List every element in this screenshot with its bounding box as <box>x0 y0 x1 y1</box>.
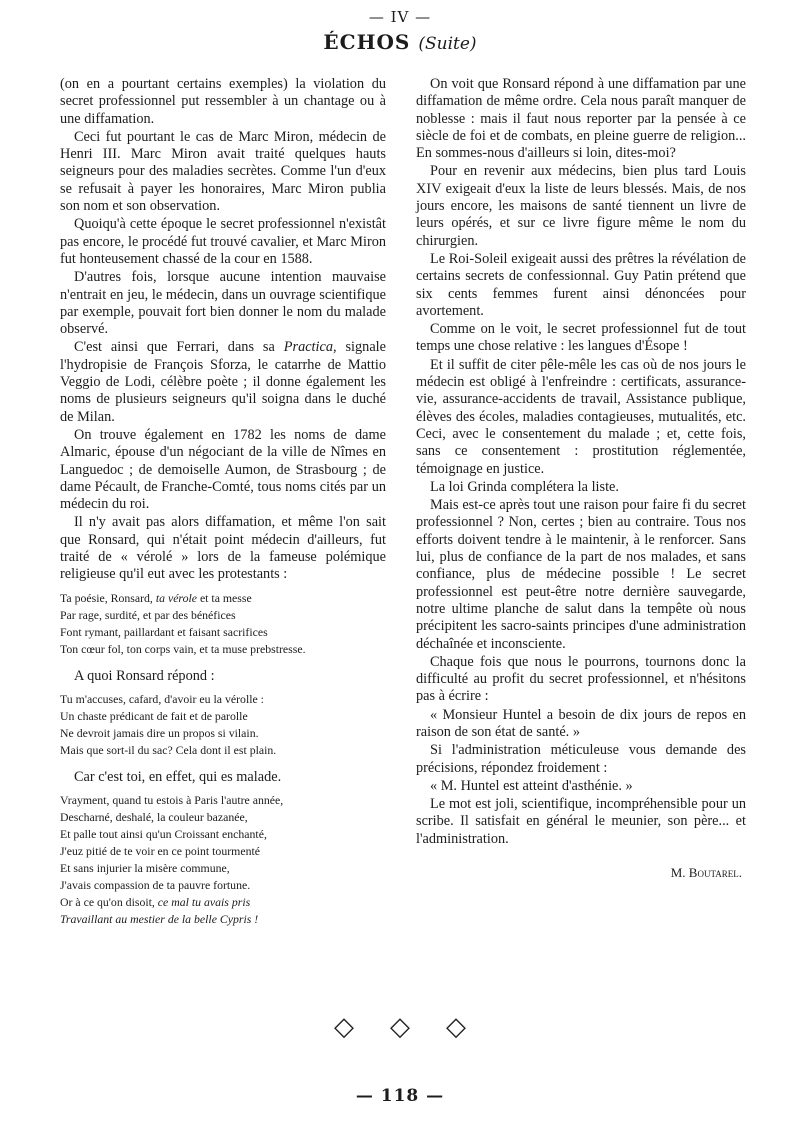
paragraph: Le Roi-Soleil exigeait aussi des prêtres la révélation de certains secrets de confessionnal. Guy Patin prétend que six cents femmes furent ainsi dénoncées pour avortement. <box>416 250 746 319</box>
verse-quote <box>60 792 386 928</box>
paragraph: « Monsieur Huntel a besoin de dix jours de repos en raison de son état de santé. » <box>416 706 746 740</box>
verse-line: Un chaste prédicant de fait et de parolle <box>60 708 248 723</box>
paragraph: Pour en revenir aux médecins, bien plus tard Louis XIV exigeait d'eux la liste de leurs blessés. Mais, de nos jours encore, les maisons de santé tiennent un livre de leurs opérés, et sur ce livre figure même le nom du chirurgien. <box>416 163 746 249</box>
author-signature <box>416 864 746 881</box>
verse-line <box>60 590 386 607</box>
paragraph: D'autres fois, lorsque aucune intention mauvaise n'entrait en jeu, le médecin, dans un ouvrage scientifique par exemple, pouvait fort bien donner le nom du malade observé. <box>60 269 386 338</box>
text-run: et ta messe <box>197 590 252 605</box>
paragraph: Quoiqu'à cette époque le secret professionnel n'existât pas encore, le procédé fut trouvé cavalier, et Marc Miron fut honteusement chassé de la cour en 1588. <box>60 216 386 267</box>
verse-line: J'euz pitié de te voir en ce point tourmenté <box>60 844 260 859</box>
paragraph: Il n'y avait pas alors diffamation, et même l'on sait que Ronsard, qui n'était point médecin d'ailleurs, fut traité de « vérolé » lors de la fameuse polémique religieuse qu'il eut avec les protestants : <box>60 514 386 583</box>
verse-line: Mais que sort-il du sac? Cela dont il est plain. <box>60 742 277 757</box>
paragraph: Comme on le voit, le secret professionnel fut de tout temps une chose relative : les langues d'Ésope ! <box>416 321 746 355</box>
text-run: C'est ainsi que Ferrari, dans sa <box>74 339 284 356</box>
paragraph: Si l'administration méticuleuse vous demande des précisions, répondez froidement : <box>416 742 746 776</box>
folio: — IV — <box>368 8 432 26</box>
verse-line: Descharné, deshalé, la couleur bazanée, <box>60 810 248 825</box>
verse-line: Et palle tout ainsi qu'un Croissant enchanté, <box>60 827 267 842</box>
paragraph <box>60 339 386 425</box>
verse-quote <box>60 691 386 759</box>
paragraph: On voit que Ronsard répond à une diffamation par une diffamation de même ordre. Cela nous paraît manquer de noblesse : mais il faut nous reporter par la pensée à ce siècle de foi et de combats, en pleine guerre de religion... En sommes-nous d'ailleurs si loin, dites-moi? <box>416 76 746 162</box>
section-title-sub: (Suite) <box>418 34 477 54</box>
ornament-row <box>0 1012 800 1042</box>
paragraph: On trouve également en 1782 les noms de dame Almaric, épouse d'un négociant de la ville de Nîmes en Languedoc ; de demoiselle Aumon, de Strasbourg ; de dame Pécault, de Franche-Comté, tous noms cités par un médecin du roi. <box>60 426 386 513</box>
section-title <box>0 30 800 54</box>
paragraph: La loi Grinda complétera la liste. <box>430 478 619 495</box>
paragraph: « M. Huntel est atteint d'asthénie. » <box>430 777 633 794</box>
paragraph: Le mot est joli, scientifique, incompréhensible pour un scribe. Il satisfait en général le meunier, son père... et l'administration. <box>416 796 746 847</box>
page-number: — 118 — <box>355 1086 445 1106</box>
diamond-ornament-icon: ◇ <box>334 1012 354 1042</box>
verse-line: J'avais compassion de ta pauvre fortune. <box>60 878 251 893</box>
paragraph: A quoi Ronsard répond : <box>74 667 215 684</box>
paragraph: Ceci fut pourtant le cas de Marc Miron, médecin de Henri III. Marc Miron avait traité quelques hauts seigneurs pour des maladies secrètes. Comme l'un d'eux se refusait à payer les honoraires, Marc Miron publia son nom et son observation. <box>60 128 386 215</box>
paragraph: Chaque fois que nous le pourrons, tournons donc la difficulté au profit du secret professionnel, et n'hésitons pas à écrire : <box>416 653 746 705</box>
right-column <box>416 76 746 881</box>
paragraph: Car c'est toi, en effet, qui es malade. <box>74 768 282 785</box>
diamond-ornament-icon: ◇ <box>390 1012 410 1042</box>
diamond-ornament-icon: ◇ <box>446 1012 466 1042</box>
text-run: Ta poésie, Ronsard, <box>60 590 156 605</box>
verse-line: Ne devroit jamais dire un propos si vilain. <box>60 725 259 740</box>
verse-quote <box>60 590 386 658</box>
left-column <box>60 76 386 938</box>
text-run: ta vérole <box>155 590 197 605</box>
paragraph: Et il suffit de citer pêle-mêle les cas où de nos jours le médecin est obligé à l'enfreindre : certificats, assurance-vie, assurance-accidents de travail, Assistance publique, élèves des écoles, maladies contagieuses, mutualités, etc. Ceci, avec le consentement du malade ; et, cette fois, sans ce consentement : prostitution réglementée, témoignage en justice. <box>416 356 746 477</box>
book-title: Practica <box>283 339 333 356</box>
text-run: , signale l'hydropisie de François Sforza, le catarrhe de Mattio Veggio de Lodi, célèbre poète ; il donne également les noms de plusieurs seigneurs qu'il soigna dans le duché de Milan. <box>60 339 386 425</box>
verse-line <box>60 894 386 911</box>
paragraph: Mais est-ce après tout une raison pour faire fi du secret professionnel ? Non, certes ; bien au contraire. Tous nos efforts doivent tendre à le maintenir, à le renforcer. Sans lui, plus de confiance de la part de nos malades, et sans confiance, plus de médecine possible ! Le secret professionnel est peut-être notre dernière sauvegarde, notre ultime planche de salut dans la tempête où nous précipitent les sacro-saints principes d'une administration déchaînée et inconsciente. <box>416 497 746 652</box>
verse-line: Et sans injurier la misère commune, <box>60 861 230 876</box>
verse-line: Travaillant au mestier de la belle Cypris ! <box>60 912 259 927</box>
paragraph: (on en a pourtant certains exemples) la violation du secret professionnel put ressembler à un chantage ou à une diffamation. <box>60 76 386 127</box>
verse-line: Par rage, surdité, et par des bénéfices <box>60 607 236 622</box>
verse-line: Ton cœur fol, ton corps vain, et ta muse prebstresse. <box>60 641 306 656</box>
verse-line: Tu m'accuses, cafard, d'avoir eu la vérolle : <box>60 691 264 706</box>
section-title-main: ÉCHOS <box>323 30 411 54</box>
text-run: ce mal tu avais pris <box>157 895 251 910</box>
verse-line: Vrayment, quand tu estois à Paris l'autre année, <box>60 793 284 808</box>
text-run: Or à ce qu'on disoit, <box>60 895 158 910</box>
verse-line: Font rymant, paillardant et faisant sacrifices <box>60 624 268 639</box>
author-name: M. Boutarel. <box>670 865 742 881</box>
